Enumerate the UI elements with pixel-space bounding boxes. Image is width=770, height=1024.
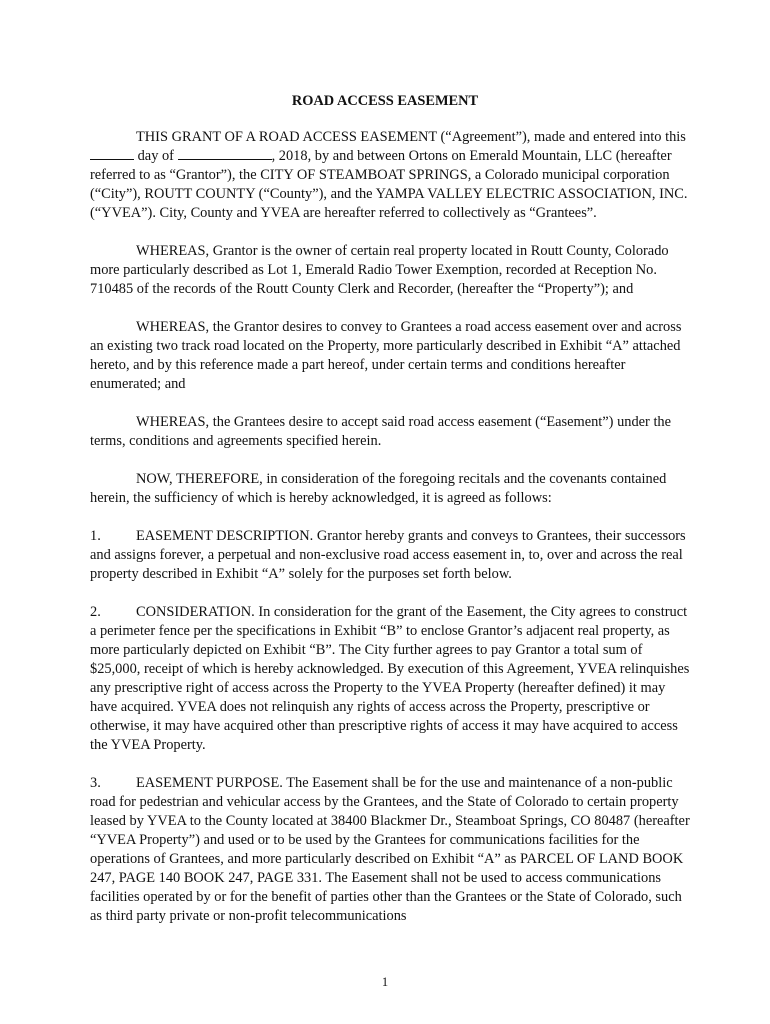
intro-text-2: day of xyxy=(137,148,174,164)
whereas-paragraph-3: WHEREAS, the Grantees desire to accept said road access easement (“Easement”) under the terms, conditions and agreements specified herein. xyxy=(90,414,672,449)
section-number: 2. xyxy=(90,604,101,620)
section-text: CONSIDERATION. In consideration for the grant of the Easement, the City agrees to construct a perimeter fence per the specifications in Exhibit “B” to enclose Grantor’s adjacent real property, as more particularly depicted on Exhibit “B”. The City further agrees to pay Grantor a total sum of $25,000, receipt of which is hereby acknowledged. By execution of this Agreement, YVEA relinquishes any prescriptive right of access across the Property to the YVEA Property (hereafter defined) it may have acquired. YVEA does not relinquish any rights of access across the Property, prescriptive or otherwise, it may have acquired other than prescriptive rights of access it may have acquired to access the YVEA Property. xyxy=(90,604,690,753)
intro-text-3: , 2018, by and between Ortons on Emerald Mountain, LLC (hereafter referred to as “Grantor”), the CITY OF STEAMBOAT SPRINGS, a Colorado municipal corporation (“City”), ROUTT COUNTY (“County”), and the YAMPA VALLEY ELECTRIC ASSOCIATION, INC. (“YVEA”). City, County and YVEA are hereafter referred to collectively as “Grantees”. xyxy=(90,148,688,221)
day-blank xyxy=(90,147,134,160)
page-number: 1 xyxy=(381,975,389,989)
section-number: 3. xyxy=(90,775,101,791)
whereas-paragraph-2: WHEREAS, the Grantor desires to convey to Grantees a road access easement over and across an existing two track road located on the Property, more particularly described in Exhibit “A” attached hereto, and by this reference made a part hereof, under certain terms and conditions hereafter enumerated; and xyxy=(90,319,682,392)
section-text: EASEMENT PURPOSE. The Easement shall be for the use and maintenance of a non-public road for pedestrian and vehicular access by the Grantees, and the State of Colorado to certain property leased by YVEA to the County located at 38400 Blackmer Dr., Steamboat Springs, CO 80487 (hereafter “YVEA Property”) and used or to be used by the Grantees for communications facilities for the operations of Grantees, and more particularly described on Exhibit “A” as PARCEL OF LAND BOOK 247, PAGE 140 BOOK 247, PAGE 331. The Easement shall not be used to access communications facilities operated by or for the benefit of parties other than the Grantees or the State of Colorado, such as third party private or non-profit telecommunications xyxy=(90,775,690,924)
section-1 xyxy=(90,527,690,584)
section-3 xyxy=(90,774,690,926)
section-text: EASEMENT DESCRIPTION. Grantor hereby grants and conveys to Grantees, their successors and assigns forever, a perpetual and non-exclusive road access easement in, to, over and across the real property described in Exhibit “A” solely for the purposes set forth below. xyxy=(90,528,686,582)
intro-paragraph xyxy=(90,128,690,223)
document-title: ROAD ACCESS EASEMENT xyxy=(291,93,479,109)
intro-text-1: THIS GRANT OF A ROAD ACCESS EASEMENT (“Agreement”), made and entered into this xyxy=(136,129,686,145)
therefore-paragraph: NOW, THEREFORE, in consideration of the foregoing recitals and the covenants contained herein, the sufficiency of which is hereby acknowledged, it is agreed as follows: xyxy=(90,471,667,506)
whereas-paragraph-1: WHEREAS, Grantor is the owner of certain real property located in Routt County, Colorado more particularly described as Lot 1, Emerald Radio Tower Exemption, recorded at Reception No. 710485 of the records of the Routt County Clerk and Recorder, (hereafter the “Property”); and xyxy=(90,243,669,297)
section-2 xyxy=(90,603,690,755)
document-body xyxy=(90,128,690,945)
month-blank xyxy=(178,147,272,160)
section-number: 1. xyxy=(90,528,101,544)
